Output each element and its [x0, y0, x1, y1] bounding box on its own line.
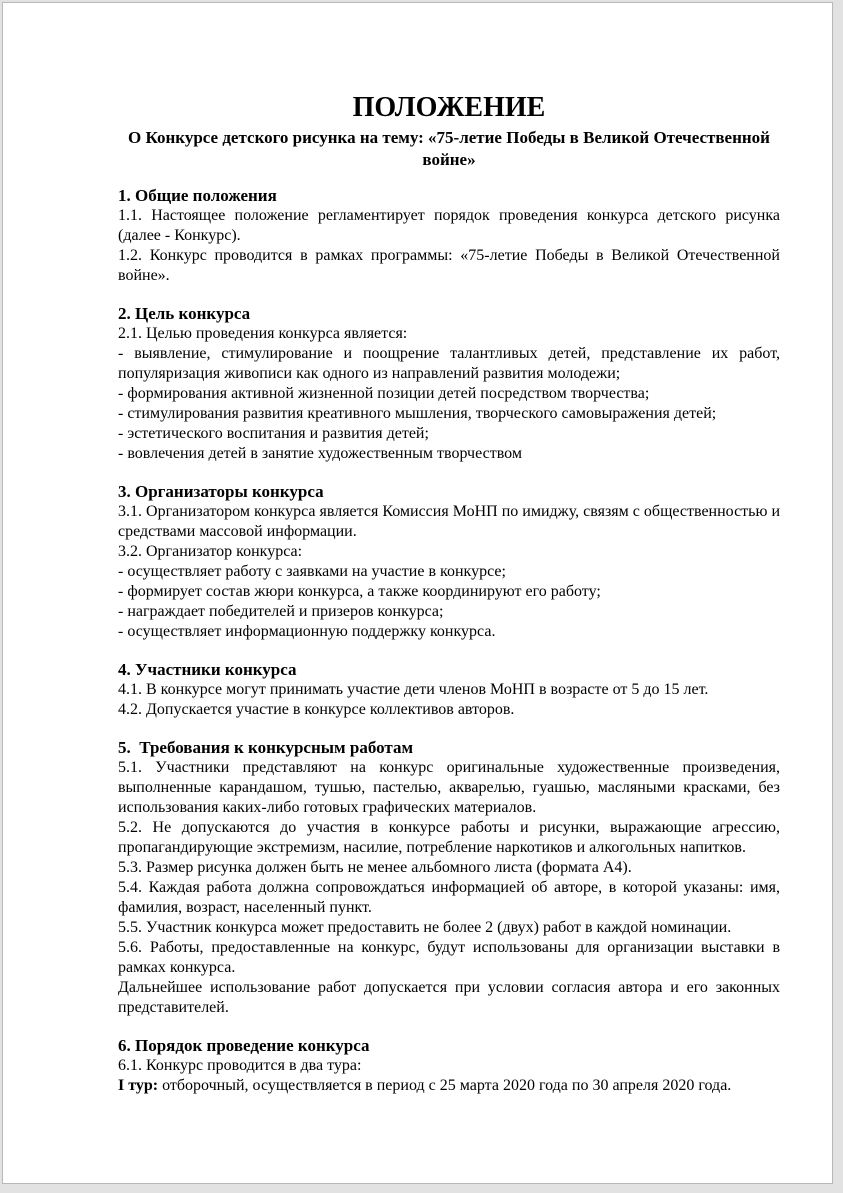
document-page [2, 2, 833, 1184]
paragraph: 5.1. Участники представляют на конкурс оригинальные художественные произведения, выполненные карандашом, тушью, пастелью, акварелью, гуашью, масляными красками, без использования каких-либо готовых графических материалов. [118, 759, 780, 816]
document-title: ПОЛОЖЕНИЕ [352, 92, 546, 123]
section-heading: 1. Общие положения [118, 186, 277, 205]
paragraph: I тур: отборочный, осуществляется в период с 25 марта 2020 года по 30 апреля 2020 года. [118, 1077, 732, 1094]
paragraph: - формирования активной жизненной позиции детей посредством творчества; [118, 385, 650, 402]
paragraph: 5.4. Каждая работа должна сопровождаться информацией об авторе, в которой указаны: имя, фамилия, возраст, населенный пункт. [118, 879, 780, 916]
paragraph: 4.2. Допускается участие в конкурсе коллективов авторов. [118, 701, 515, 718]
bold-run: I тур: [118, 1077, 159, 1094]
paragraph: 5.6. Работы, предоставленные на конкурс, будут использованы для организации выставки в рамках конкурса. [118, 939, 780, 976]
paragraph: - формирует состав жюри конкурса, а также координируют его работу; [118, 583, 601, 600]
section-heading: 4. Участники конкурса [118, 660, 297, 679]
paragraph: Дальнейшее использование работ допускается при условии согласия автора и его законных представителей. [118, 979, 780, 1016]
paragraph: 1.1. Настоящее положение регламентирует порядок проведения конкурса детского рисунка (далее - Конкурс). [118, 207, 780, 244]
document-section [118, 304, 780, 464]
section-heading: 5. Требования к конкурсным работам [118, 738, 414, 757]
paragraph: 6.1. Конкурс проводится в два тура: [118, 1057, 362, 1074]
section-heading: 2. Цель конкурса [118, 304, 251, 323]
paragraph: - осуществляет информационную поддержку конкурса. [118, 623, 496, 640]
document-section [118, 482, 780, 642]
document-section [118, 186, 780, 286]
document-section [118, 1036, 780, 1096]
paragraph: 3.2. Организатор конкурса: [118, 543, 303, 560]
document-section [118, 660, 780, 720]
paragraph: - эстетического воспитания и развития детей; [118, 425, 429, 442]
paragraph: 5.5. Участник конкурса может предоставить не более 2 (двух) работ в каждой номинации. [118, 919, 732, 936]
paragraph: 1.2. Конкурс проводится в рамках программы: «75-летие Победы в Великой Отечественной войне». [118, 247, 780, 284]
paragraph: 5.2. Не допускаются до участия в конкурсе работы и рисунки, выражающие агрессию, пропагандирующие экстремизм, насилие, потребление наркотиков и алкогольных напитков. [118, 819, 780, 856]
paragraph: 5.3. Размер рисунка должен быть не менее альбомного листа (формата А4). [118, 859, 632, 876]
section-heading: 3. Организаторы конкурса [118, 482, 324, 501]
paragraph: - осуществляет работу с заявками на участие в конкурсе; [118, 563, 506, 580]
paragraph: - стимулирования развития креативного мышления, творческого самовыражения детей; [118, 405, 717, 422]
document-section [118, 738, 780, 1018]
document-body [118, 186, 780, 1096]
section-heading: 6. Порядок проведение конкурса [118, 1036, 370, 1055]
paragraph: 2.1. Целью проведения конкурса является: [118, 325, 408, 342]
paragraph: - награждает победителей и призеров конкурса; [118, 603, 444, 620]
paragraph: 3.1. Организатором конкурса является Комиссия МоНП по имиджу, связям с общественностью и средствами массовой информации. [118, 503, 780, 540]
paragraph: - вовлечения детей в занятие художественным творчеством [118, 445, 522, 462]
paragraph: 4.1. В конкурсе могут принимать участие дети членов МоНП в возрасте от 5 до 15 лет. [118, 681, 709, 698]
paragraph: - выявление, стимулирование и поощрение талантливых детей, представление их работ, популяризация живописи как одного из направлений развития молодежи; [118, 345, 780, 382]
document-subtitle: О Конкурсе детского рисунка на тему: «75-летие Победы в Великой Отечественной войне» [128, 128, 775, 169]
